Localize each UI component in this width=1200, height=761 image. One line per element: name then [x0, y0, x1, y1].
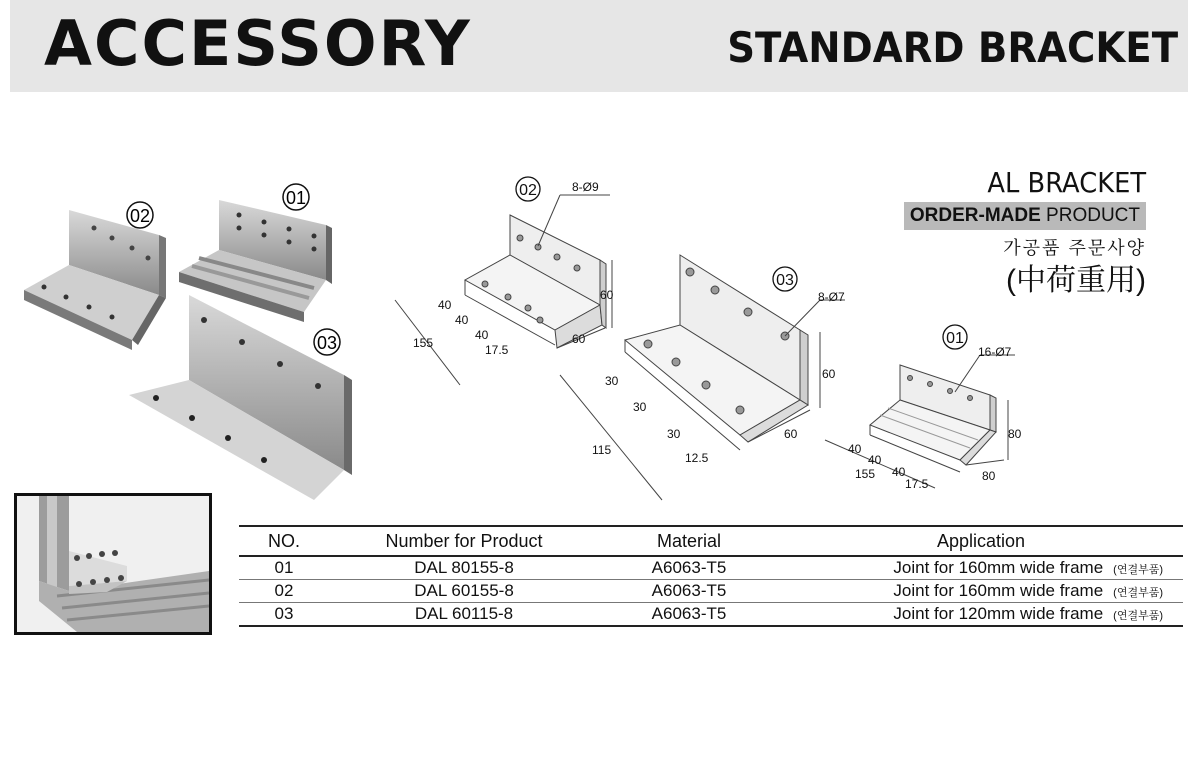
- cell-material: A6063-T5: [599, 603, 779, 627]
- korean-label: 가공품 주문사양: [1003, 238, 1146, 258]
- table-row: [239, 580, 1183, 603]
- cell-material: A6063-T5: [599, 556, 779, 580]
- al-bracket-block: [904, 166, 1146, 300]
- cell-product: DAL 60155-8: [329, 580, 599, 603]
- svg-text:30: 30: [667, 427, 681, 441]
- svg-text:16-Ø7: 16-Ø7: [978, 345, 1012, 359]
- svg-text:02: 02: [129, 206, 151, 226]
- cell-application: [779, 580, 1183, 603]
- spec-table: [239, 525, 1183, 627]
- svg-text:60: 60: [572, 332, 586, 346]
- cell-no: 01: [239, 556, 329, 580]
- order-made-bold: ORDER-MADE: [909, 205, 1041, 226]
- application-note: (연결부품): [1113, 564, 1163, 576]
- application-text: Joint for 160mm wide frame: [893, 581, 1104, 600]
- installation-photo: [14, 493, 212, 635]
- al-bracket-title: AL BRACKET: [987, 166, 1146, 199]
- svg-text:40: 40: [892, 465, 906, 479]
- application-text: Joint for 120mm wide frame: [893, 604, 1104, 623]
- cell-no: 02: [239, 580, 329, 603]
- svg-text:40: 40: [848, 442, 862, 456]
- svg-text:80: 80: [1008, 427, 1022, 441]
- svg-text:12.5: 12.5: [685, 451, 709, 465]
- cell-product: DAL 80155-8: [329, 556, 599, 580]
- svg-text:40: 40: [868, 453, 882, 467]
- col-product: Number for Product: [329, 526, 599, 556]
- col-application: Application: [779, 526, 1183, 556]
- svg-text:17.5: 17.5: [485, 343, 509, 357]
- svg-text:60: 60: [784, 427, 798, 441]
- svg-text:40: 40: [438, 298, 452, 312]
- svg-text:115: 115: [592, 443, 612, 457]
- svg-text:40: 40: [475, 328, 489, 342]
- svg-text:30: 30: [605, 374, 619, 388]
- svg-text:03: 03: [776, 272, 794, 289]
- chinese-label: (中荷重用): [1006, 264, 1146, 297]
- order-made-rest: PRODUCT: [1040, 205, 1140, 226]
- photo-labels: [0, 0, 380, 370]
- order-made-badge: [904, 202, 1146, 230]
- svg-text:60: 60: [822, 367, 836, 381]
- page-subtitle: STANDARD BRACKET: [727, 23, 1178, 72]
- svg-text:155: 155: [855, 467, 876, 481]
- cell-application: [779, 556, 1183, 580]
- svg-text:01: 01: [946, 330, 964, 347]
- cell-application: [779, 603, 1183, 627]
- svg-text:30: 30: [633, 400, 647, 414]
- svg-text:80: 80: [982, 469, 996, 483]
- svg-text:60: 60: [600, 288, 614, 302]
- cell-no: 03: [239, 603, 329, 627]
- svg-text:155: 155: [413, 336, 434, 350]
- col-no: NO.: [239, 526, 329, 556]
- svg-text:02: 02: [519, 182, 537, 199]
- table-row: [239, 603, 1183, 627]
- label-photo-01: [283, 184, 309, 210]
- col-material: Material: [599, 526, 779, 556]
- svg-text:8-Ø7: 8-Ø7: [818, 290, 845, 304]
- table-header-row: [239, 526, 1183, 556]
- svg-text:40: 40: [455, 313, 469, 327]
- page-title: ACCESSORY: [44, 7, 472, 80]
- label-photo-02: [127, 202, 153, 228]
- svg-text:03: 03: [316, 333, 338, 353]
- svg-text:17.5: 17.5: [905, 477, 929, 491]
- table-row: [239, 556, 1183, 580]
- label-photo-03: [314, 329, 340, 355]
- svg-text:8-Ø9: 8-Ø9: [572, 180, 599, 194]
- application-note: (연결부품): [1113, 587, 1163, 599]
- svg-text:01: 01: [285, 188, 307, 208]
- application-text: Joint for 160mm wide frame: [893, 558, 1104, 577]
- application-note: (연결부품): [1113, 610, 1163, 622]
- cell-product: DAL 60115-8: [329, 603, 599, 627]
- cell-material: A6063-T5: [599, 580, 779, 603]
